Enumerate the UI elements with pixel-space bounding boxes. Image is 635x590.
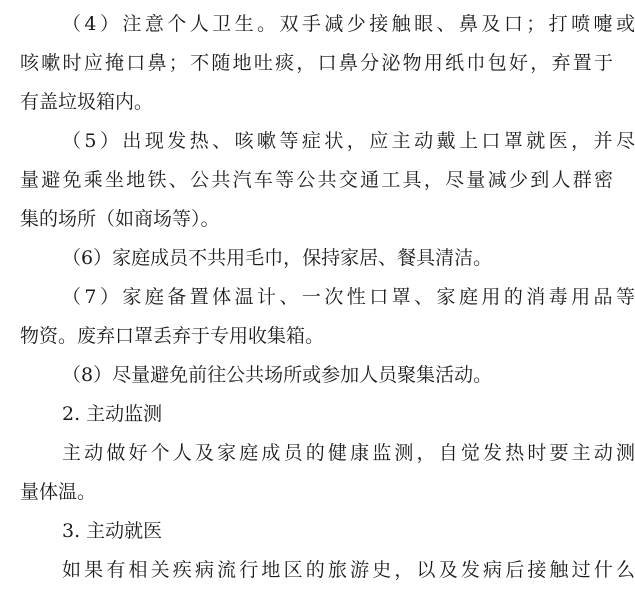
section-heading-2: 2. 主动监测	[62, 403, 163, 425]
paragraph-4-line-2: 物资。废弃口罩丢弃于专用收集箱。	[20, 325, 325, 347]
paragraph-7-line-2: 量体温。	[20, 481, 97, 503]
paragraph-1-line-1: （4）注意个人卫生。双手减少接触眼、鼻及口；打喷嚏或	[62, 13, 635, 35]
paragraph-7-line-1: 主动做好个人及家庭成员的健康监测，自觉发热时要主动测	[62, 442, 635, 464]
paragraph-1-line-3: 有盖垃圾箱内。	[20, 91, 154, 113]
paragraph-3-line-1: （6）家庭成员不共用毛巾，保持家居、餐具清洁。	[62, 247, 493, 269]
paragraph-2-line-1: （5）出现发热、咳嗽等症状，应主动戴上口罩就医，并尽	[62, 130, 635, 152]
section-heading-3: 3. 主动就医	[62, 520, 163, 542]
paragraph-1-line-2: 咳嗽时应掩口鼻；不随地吐痰，口鼻分泌物用纸巾包好，弃置于	[20, 52, 613, 74]
paragraph-2-line-3: 集的场所（如商场等）。	[20, 208, 220, 230]
paragraph-9-line-1: 如果有相关疾病流行地区的旅游史，以及发病后接触过什么	[62, 559, 635, 581]
paragraph-5-line-1: （8）尽量避免前往公共场所或参加人员聚集活动。	[62, 364, 493, 386]
paragraph-2-line-2: 量避免乘坐地铁、公共汽车等公共交通工具，尽量减少到人群密	[20, 169, 613, 191]
paragraph-4-line-1: （7）家庭备置体温计、一次性口罩、家庭用的消毒用品等	[62, 286, 635, 308]
